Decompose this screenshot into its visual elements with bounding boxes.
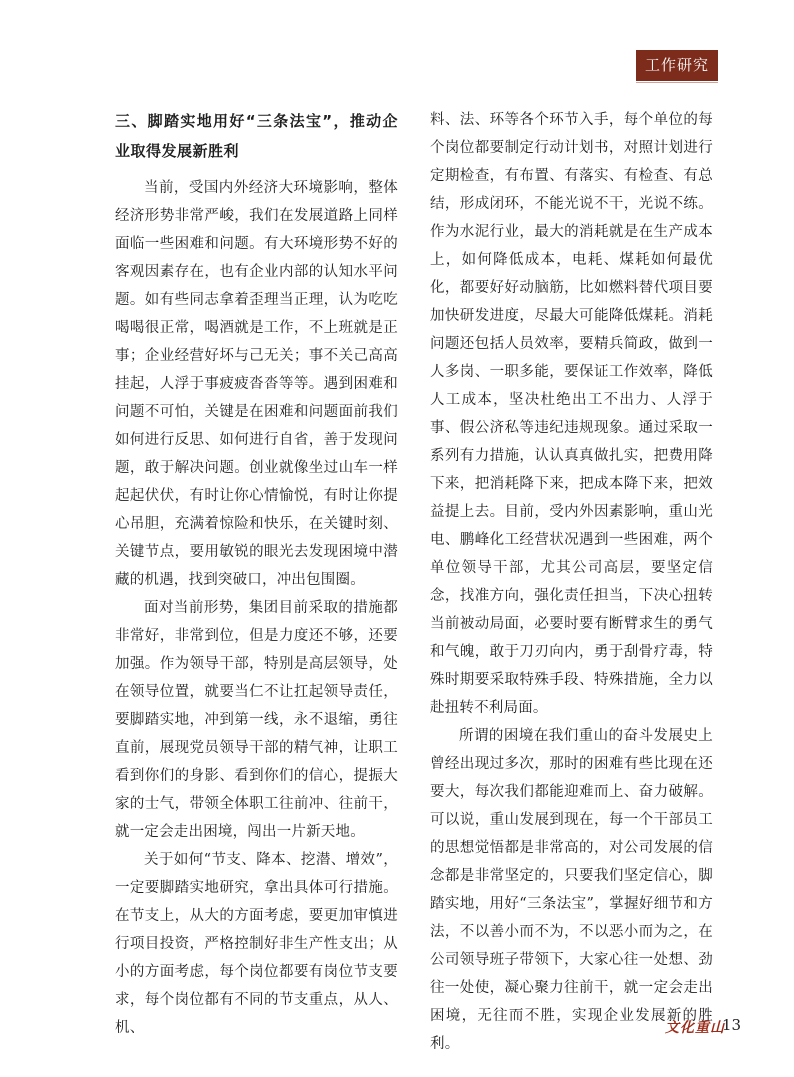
section-heading: 三、脚踏实地用好“三条法宝”，推动企业取得发展新胜利 bbox=[115, 112, 398, 160]
paragraph-continued: 料、法、环等各个环节入手，每个单位的每个岗位都要制定行动计划书，对照计划进行定期检查，有布置、有落实、有检查、有总结，形成闭环，不能光说不干，光说不练。作为水泥行业，最大的消耗就是在生产成本上，如何降低成本，电耗、煤耗如何最优化，都要好好动脑筋，比如燃料替代项目要加快研发进度，尽最大可能降低煤耗。消耗问题还包括人员效率，要精兵简政，做到一人多岗、一职多能，要保证工作效率，降低人工成本，坚决杜绝出工不出力、人浮于事、假公济私等违纪违规现象。通过采取一系列有力措施，认认真真做扎实，把费用降下来，把消耗降下来，把成本降下来，把效益提上去。目前，受内外因素影响，重山光电、鹏峰化工经营状况遇到一些困难，两个单位领导干部，尤其公司高层，要坚定信念，找准方向，强化责任担当，下决心扭转当前被动局面，必要时要有断臂求生的勇气和气魄，敢于刀刃向内，勇于刮骨疗毒，特殊时期要采取特殊手段、特殊措施，全力以赴扭转不利局面。 bbox=[430, 112, 713, 716]
paragraph: 当前，受国内外经济大环境影响，整体经济形势非常严峻，我们在发展道路上同样面临一些困难和问题。有大环境形势不好的客观因素存在，也有企业内部的认知水平问题。如有些同志拿着歪理当正理，认为吃吃喝喝很正常，喝酒就是工作，不上班就是正事；企业经营好坏与己无关；事不关己高高挂起，人浮于事疲疲沓沓等等。遇到困难和问题不可怕，关键是在困难和问题面前我们如何进行反思、如何进行自省，善于发现问题，敢于解决问题。创业就像坐过山车一样起起伏伏，有时让你心情愉悦，有时让你提心吊胆，充满着惊险和快乐，在关键时刻、关键节点，要用敏锐的眼光去发现困境中潜藏的机遇，找到突破口，冲出包围圈。 bbox=[115, 180, 398, 588]
section-label: 工作研究 bbox=[636, 50, 718, 81]
publication-logo: 文化重山 bbox=[665, 1020, 725, 1036]
paragraph: 面对当前形势，集团目前采取的措施都非常好，非常到位，但是力度还不够，还要加强。作为领导干部，特别是高层领导，处在领导位置，就要当仁不让扛起领导责任，要脚踏实地，冲到第一线，永不退缩，勇往直前，展现党员领导干部的精气神，让职工看到你们的身影、看到你们的信心，提振大家的士气，带领全体职工往前冲、往前干，就一定会走出困境，闯出一片新天地。 bbox=[115, 600, 398, 840]
right-column bbox=[430, 106, 713, 1058]
section-label-underline bbox=[636, 82, 718, 83]
left-column bbox=[115, 106, 398, 1042]
paragraph: 所谓的困境在我们重山的奋斗发展史上曾经出现过多次，那时的困难有些比现在还要大，每次我们都能迎难而上、奋力破解。可以说，重山发展到现在，每一个干部员工的思想觉悟都是非常高的，对公司发展的信念都是非常坚定的，只要我们坚定信心，脚踏实地，用好“三条法宝”，掌握好细节和方法，不以善小而不为，不以恶小而为之，在公司领导班子带领下，大家心往一处想、劲往一处使，凝心聚力往前干，就一定会走出困境，无往而不胜，实现企业发展新的胜利。 bbox=[430, 728, 713, 1052]
paragraph: 关于如何“节支、降本、挖潜、增效”，一定要脚踏实地研究，拿出具体可行措施。在节支上，从大的方面考虑，要更加审慎进行项目投资，严格控制好非生产性支出；从小的方面考虑，每个岗位都要有岗位节支要求，每个岗位都有不同的节支重点，从人、机、 bbox=[115, 852, 398, 1036]
page-number: 13 bbox=[722, 1016, 742, 1034]
